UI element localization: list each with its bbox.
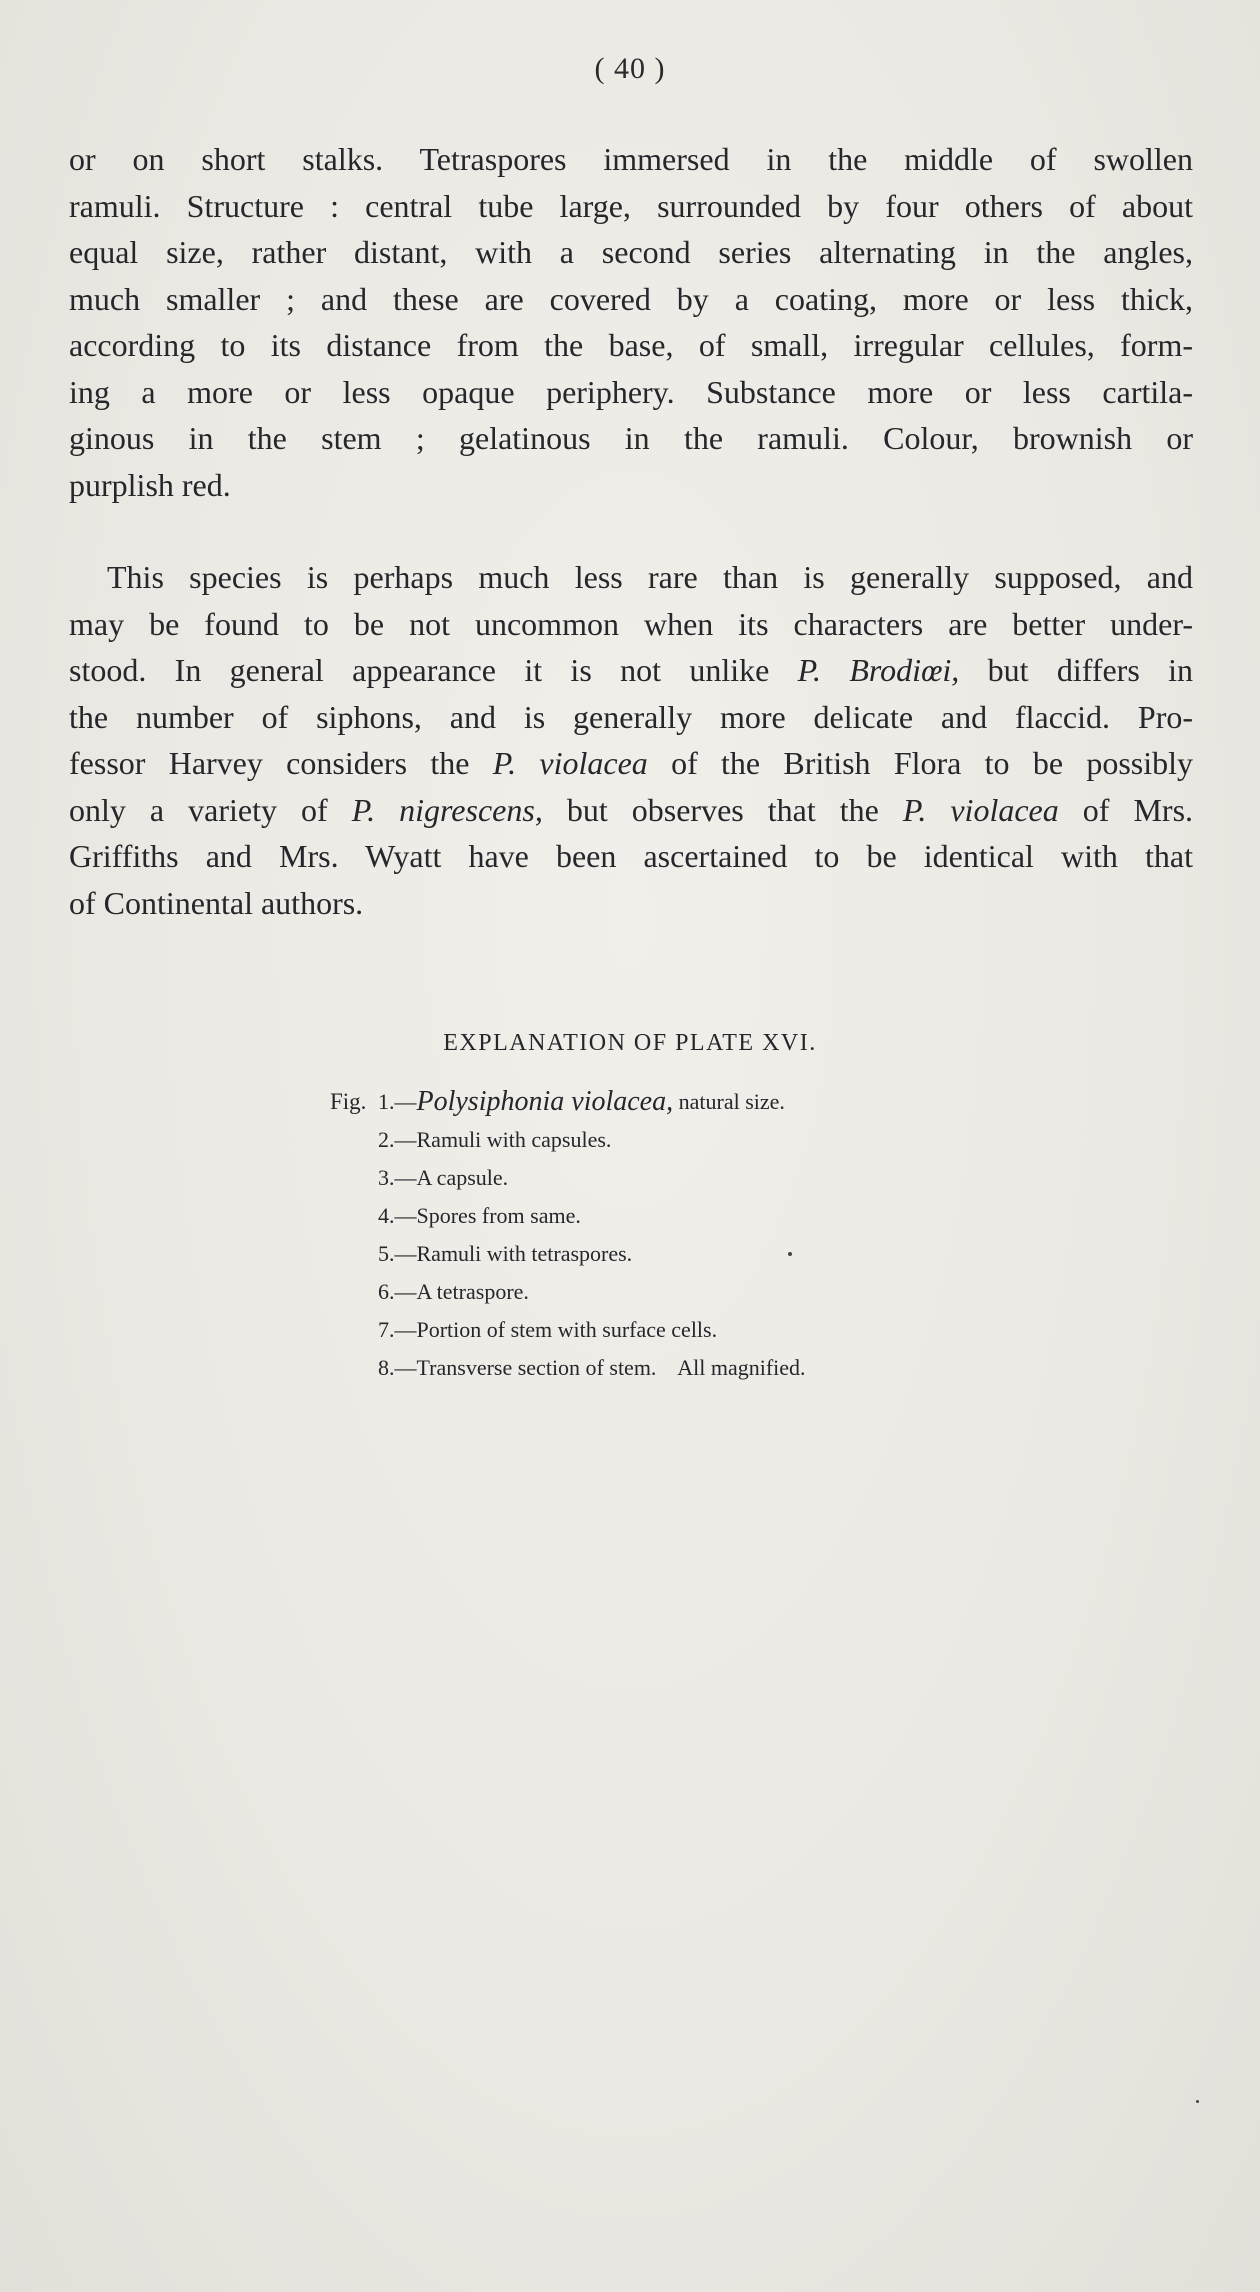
text-line: ramuli. Structure : central tube large, surrounded by four others of about <box>69 187 1193 224</box>
species-name: P. nigrescens, <box>351 791 543 828</box>
figure-item: 3.—A capsule. <box>378 1165 509 1190</box>
figure-item: 4.—Spores from same. <box>378 1203 581 1228</box>
species-name: P. violacea <box>492 745 648 781</box>
figure-item: 6.—A tetraspore. <box>378 1279 529 1304</box>
plate-heading: EXPLANATION OF PLATE XVI. <box>443 1030 817 1056</box>
text-line <box>69 740 1193 787</box>
text-line: ginous in the stem ; gelatinous in the ramuli. Colour, brownish or <box>69 420 1193 456</box>
paper-speck <box>1196 2100 1199 2103</box>
text-run: only a variety of <box>69 791 352 828</box>
figure-item: 2.—Ramuli with capsules. <box>378 1127 612 1152</box>
text-line: equal size, rather distant, with a second series alternating in the angles, <box>69 234 1193 270</box>
text-line: This species is perhaps much less rare than is generally supposed, and <box>107 559 1193 595</box>
text-line: much smaller ; and these are covered by a coating, more or less thick, <box>69 280 1193 317</box>
text-line <box>69 787 1193 834</box>
text-line: according to its distance from the base, of small, irregular cellules, form- <box>69 327 1193 363</box>
fig-prefix: Fig. <box>330 1089 367 1114</box>
figure-item: 8.—Transverse section of stem. All magnified. <box>378 1355 806 1380</box>
paper-speck <box>788 1252 792 1256</box>
text-line <box>69 647 1193 694</box>
plate-figure-list <box>330 1083 1090 1387</box>
figure-text: natural size. <box>673 1089 785 1114</box>
text-line: or on short stalks. Tetraspores immersed in the middle of swollen <box>69 141 1193 177</box>
text-run: but differs in <box>959 652 1194 688</box>
page-number: ( 40 ) <box>594 52 666 85</box>
paragraph-structure <box>69 136 1193 508</box>
paragraph-species-notes <box>69 554 1193 926</box>
text-line: ing a more or less opaque periphery. Substance more or less cartila- <box>69 373 1193 410</box>
text-run: of the British Flora to be possibly <box>647 745 1194 781</box>
species-name: P. Brodiœi, <box>797 652 960 688</box>
species-name: Polysiphonia violacea, <box>416 1086 674 1117</box>
figure-item: 7.—Portion of stem with surface cells. <box>378 1317 718 1342</box>
text-run: stood. In general appearance it is not unlike <box>69 652 798 688</box>
figure-number: 1.— <box>378 1089 417 1114</box>
text-line: of Continental authors. <box>69 884 364 921</box>
text-run: fessor Harvey considers the <box>69 745 493 781</box>
figure-item: 5.—Ramuli with tetraspores. <box>378 1241 633 1266</box>
species-name: P. violacea <box>902 791 1059 828</box>
text-run: but observes that the <box>542 791 903 828</box>
text-line: Griffiths and Mrs. Wyatt have been ascertained to be identical with that <box>69 838 1193 874</box>
figure-item <box>330 1083 1090 1121</box>
text-line: purplish red. <box>69 466 231 503</box>
text-line: may be found to be not uncommon when its characters are better under- <box>69 605 1193 642</box>
text-run: of Mrs. <box>1058 791 1194 828</box>
text-line: the number of siphons, and is generally more delicate and flaccid. Pro- <box>69 698 1193 735</box>
